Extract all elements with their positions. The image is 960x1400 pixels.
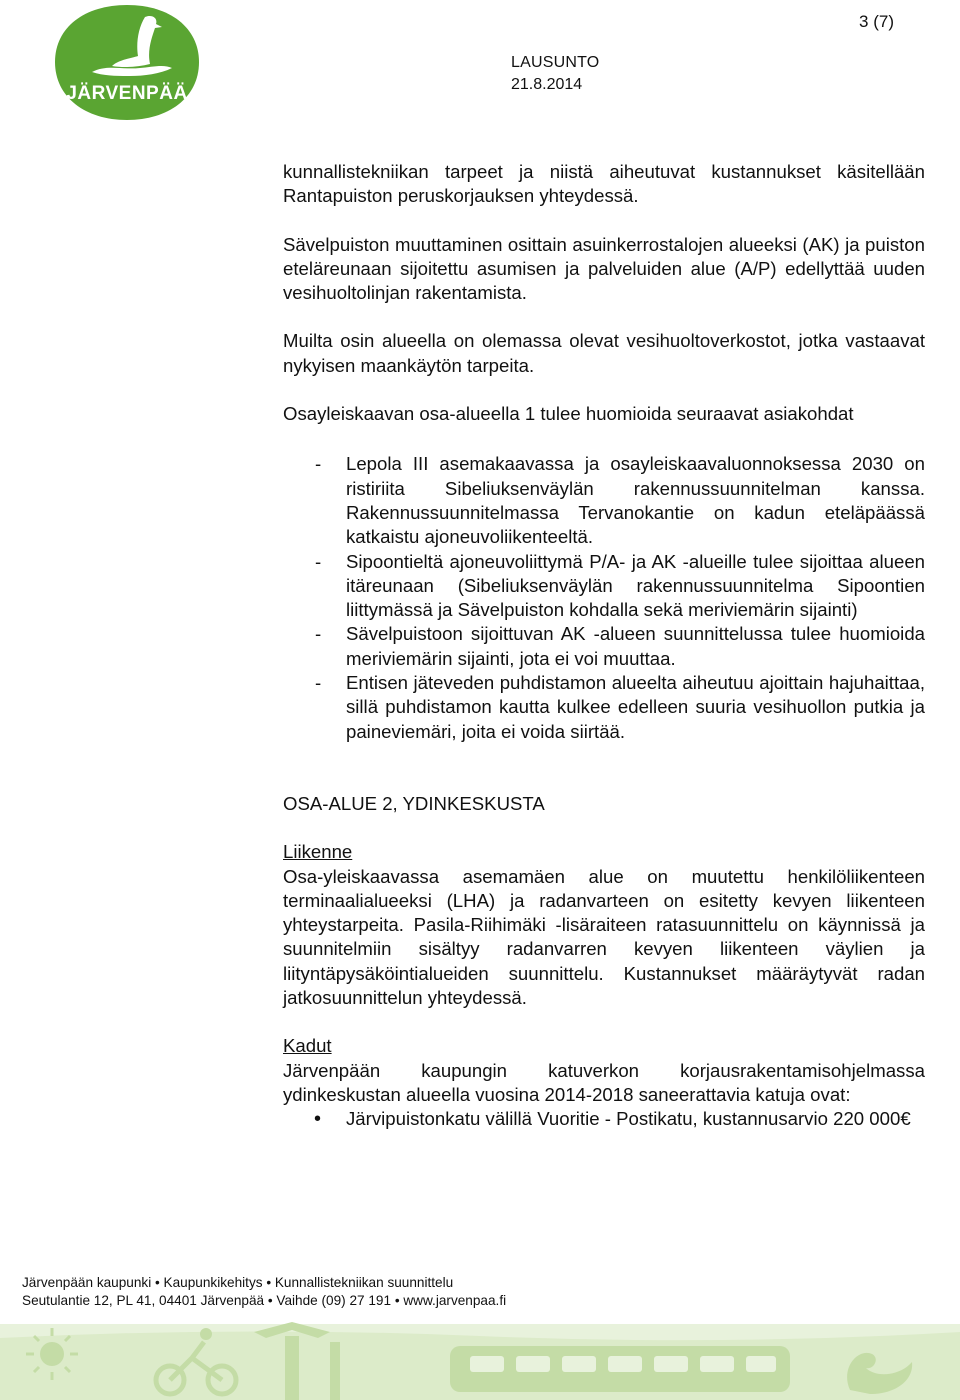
bullet-icon: •	[314, 1108, 322, 1131]
footer-line-2: Seutulantie 12, PL 41, 04401 Järvenpää • Vaihde (09) 27 191 • www.jarvenpaa.fi	[22, 1293, 507, 1308]
bullet-list	[283, 1107, 925, 1131]
footer-decoration-band	[0, 1318, 960, 1400]
list-item: - Entisen jäteveden puhdistamon alueelta aiheutuu ajoittain hajuhaittaa, sillä puhdistamon kautta kulkee edelleen suuria vesihuollon putkia ja paineviemäri, joita ei voida siirtää.	[315, 672, 925, 742]
dash-list	[283, 452, 925, 744]
paragraph: kunnallistekniikan tarpeet ja niistä aiheutuvat kustannukset käsitellään Rantapuiston peruskorjauksen yhteydessä.	[283, 161, 925, 207]
section-heading: OSA-ALUE 2, YDINKESKUSTA	[283, 792, 545, 814]
paragraph: Muilta osin alueella on olemassa olevat vesihuoltoverkostot, jotka vastaavat nykyisen maankäytön tarpeita.	[283, 330, 925, 376]
document-date: 21.8.2014	[511, 76, 583, 93]
dash-marker: -	[315, 672, 322, 694]
footer-line-1: Järvenpään kaupunki • Kaupunkikehitys • Kunnallistekniikan suunnittelu	[22, 1275, 454, 1290]
document-type: LAUSUNTO	[511, 54, 600, 71]
subheading-liikenne: Liikenne	[283, 841, 353, 863]
dash-marker: -	[315, 623, 322, 645]
paragraph: Osayleiskaavan osa-alueella 1 tulee huomioida seuraavat asiakohdat	[283, 403, 854, 425]
list-item: - Sävelpuistoon sijoittuvan AK -alueen suunnittelussa tulee huomioida meriviemärin sijainti, jota ei voi muuttaa.	[315, 623, 925, 669]
train-icon	[450, 1346, 790, 1392]
dash-marker: -	[315, 550, 322, 572]
sun-icon	[40, 1342, 64, 1366]
dash-marker: -	[315, 453, 322, 475]
logo-text: JÄRVENPÄÄ	[66, 83, 188, 104]
list-item: - Sipoontieltä ajoneuvoliittymä P/A- ja AK -alueille tulee sijoittaa alueen itäreunaan (Sibeliuksenväylän rakennussuunnitelma Sipoontien liittymässä ja Sävelpuiston kohdalla sekä meriviemärin sijainti)	[315, 550, 925, 621]
paragraph: Järvenpään kaupungin katuverkon korjausrakentamisohjelmassa ydinkeskustan alueella vuosina 2014-2018 saneerattavia katuja ovat:	[283, 1059, 925, 1105]
jarvenpaa-logo	[52, 2, 202, 122]
list-item: • Järvipuistonkatu välillä Vuoritie - Postikatu, kustannusarvio 220 000€	[314, 1108, 911, 1131]
footer	[22, 1274, 506, 1310]
document-body	[283, 160, 925, 1132]
paragraph: Sävelpuiston muuttaminen osittain asuinkerrostalojen alueeksi (AK) ja puiston eteläreunaan sijoitettu asumisen ja palveluiden alue (A/P) edellyttää uuden vesihuoltolinjan rakentamista.	[283, 233, 925, 304]
paragraph: Osa-yleiskaavassa asemamäen alue on muutettu henkilöliikenteen terminaalialueeksi (LHA) ja radanvarteen on esitetty kevyen liikenteen yhteystarpeita. Pasila-Riihimäki -lisäraiteen ratasuunnittelu on käynnissä ja suunnitelmiin sisältyy radanvarren kevyen liikenteen väylien ja liityntäpysäköintialueiden suunnittelu. Kustannukset määräytyvät radan jatkosuunnittelun yhteydessä.	[283, 865, 925, 1009]
subheading-kadut: Kadut	[283, 1035, 332, 1057]
list-item: - Lepola III asemakaavassa ja osayleiskaavaluonnoksessa 2030 on ristiriita Sibeliuksenväylän rakennussuunnitelman kanssa. Rakennussuunnitelmassa Tervanokantie on kadun eteläpäässä katkaistu ajoneuvoliikenteeltä.	[315, 453, 925, 548]
page-number: 3 (7)	[859, 12, 894, 31]
